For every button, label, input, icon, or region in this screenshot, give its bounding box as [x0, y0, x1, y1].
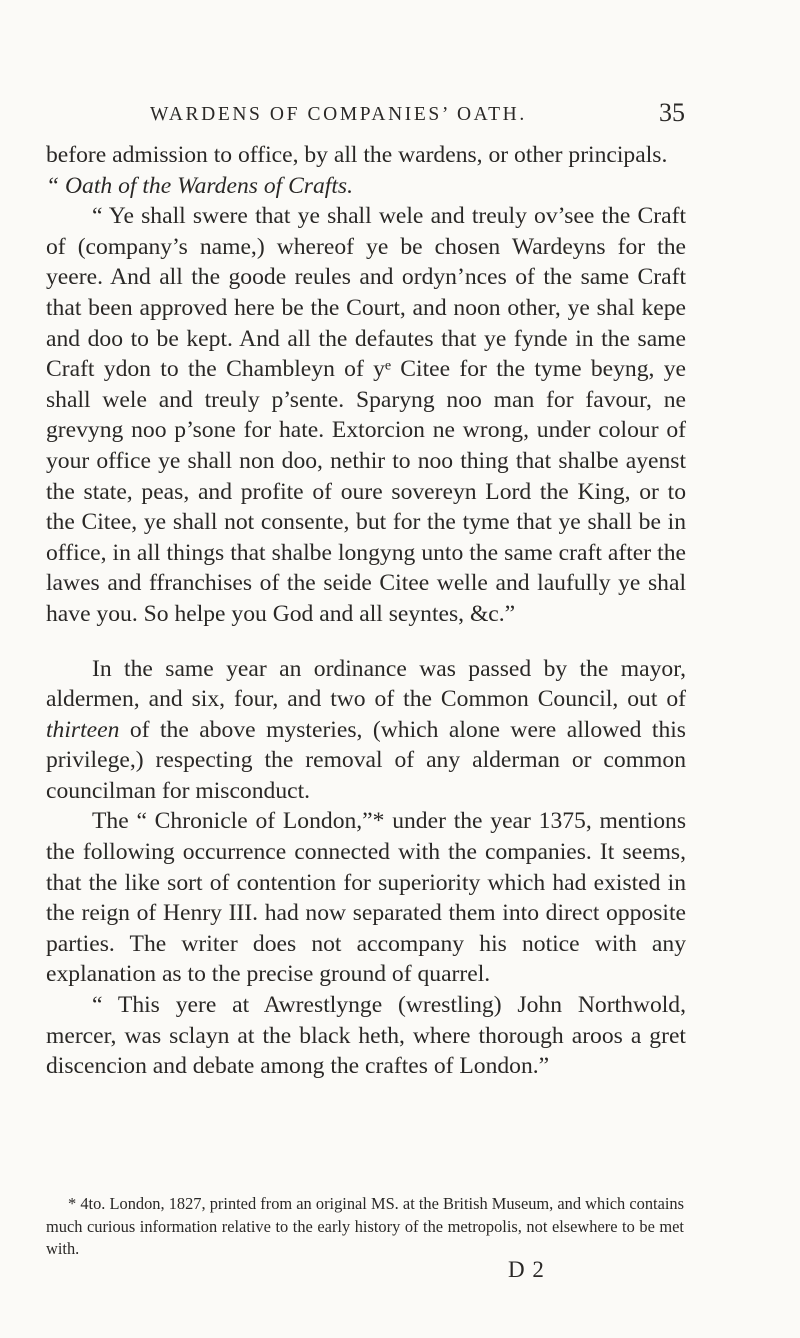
footnote: * 4to. London, 1827, printed from an original MS. at the British Museum, and which contains much curious information relative to the early history of the metropolis, not elsewhere to be met with. [46, 1194, 684, 1258]
paragraph-quote: “ This yere at Awrestlynge (wrestling) John Northwold, mercer, was sclayn at the black heth, where thorough aroos a gret discencion and debate among the craftes of London.” [46, 992, 686, 1080]
ordinance-italic-word: thirteen [46, 716, 120, 743]
paragraph-gap [46, 630, 686, 654]
ordinance-text-end: of the above mysteries, (which alone were allowed this privilege,) respecting the removal of any alderman or common councilman for misconduct. [46, 716, 686, 804]
paragraph-chronicle: The “ Chronicle of London,”* under the year 1375, mentions the following occurrence connected with the companies. It seems, that the like sort of contention for superiority which had existed in the reign of Henry III. had now separated them into direct opposite parties. The writer does not accompany his notice with any explanation as to the precise ground of quarrel. [46, 808, 686, 988]
signature-mark: D 2 [508, 1257, 545, 1282]
running-title: WARDENS OF COMPANIES’ OATH. [150, 104, 527, 125]
paragraph-continuation: before admission to office, by all the wardens, or other principals. [46, 142, 668, 168]
page-number: 35 [659, 98, 685, 127]
main-text [46, 140, 686, 1082]
page-header [0, 98, 800, 134]
paragraph-ordinance [46, 654, 686, 807]
oath-heading: “ Oath of the Wardens of Crafts. [46, 172, 353, 199]
ordinance-text-start: In the same year an ordinance was passed by the mayor, aldermen, and six, four, and two of the Common Council, out of [46, 655, 686, 713]
oath-text: “ Ye shall swere that ye shall wele and treuly ov’see the Craft of (company’s name,) whereof ye be chosen Wardeyns for the yeere. And all the goode reules and ordyn’nces of the same Craft that been approved here be the Court, and noon other, ye shal kepe and doo to be kept. And all the defautes that ye fynde in the same Craft ydon to the Chambleyn of yᵉ Citee for the tyme beyng, ye shall wele and treuly p’sente. Sparyng noo man for favour, ne grevyng noo p’sone for hate. Extorcion ne wrong, under colour of your office ye shall non doo, nethir to noo thing that shalbe ayenst the state, peas, and profite of oure sovereyn Lord the King, or to the Citee, ye shall not consente, but for the tyme that ye shall be in office, in all things that shalbe longyng unto the same craft after the lawes and ffranchises of the seide Citee welle and laufully ye shal have you. So helpe you God and all seyntes, &c.” [46, 203, 686, 627]
